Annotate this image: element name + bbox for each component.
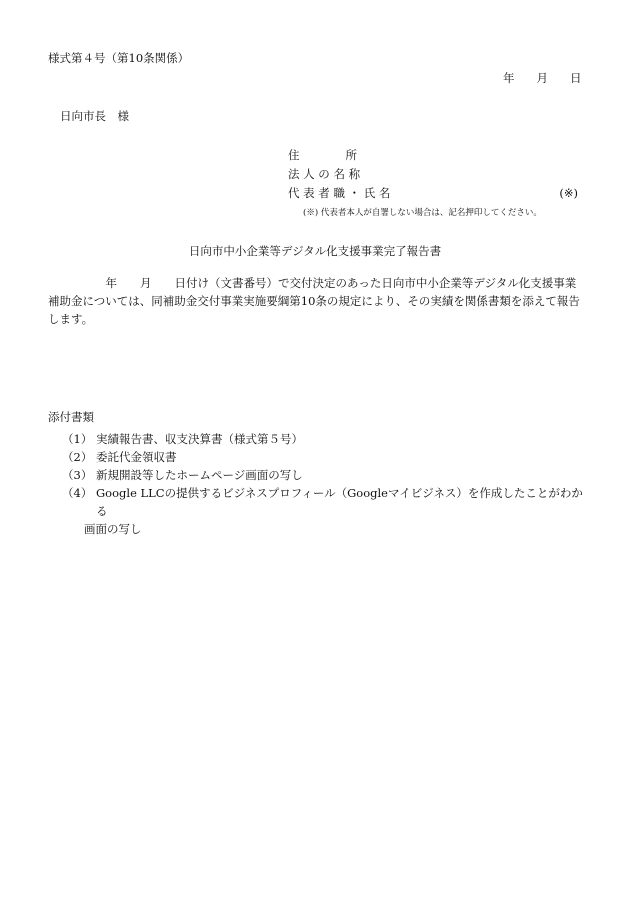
report-body — [48, 274, 588, 328]
body-line-2: 補助金については、同補助金交付事業実施要綱第10条の規定により、その実績を関係書類を添えて報告 — [48, 294, 580, 308]
attachment-continuation: 画面の写し — [84, 522, 142, 536]
date-year: 年 — [503, 71, 515, 85]
date-line — [503, 70, 582, 86]
attachment-item — [62, 484, 592, 520]
attachment-number: （2） — [62, 450, 93, 464]
applicant-block — [288, 146, 584, 203]
attachment-text: 実績報告書、収支決算書（様式第５号） — [96, 432, 303, 446]
attachment-item — [62, 466, 592, 484]
attachments-heading: 添付書類 — [48, 410, 94, 424]
address-label: 住 所 — [288, 148, 357, 162]
addressee: 日向市長 様 — [60, 109, 129, 123]
attachment-item — [62, 430, 592, 448]
seal-mark: (※) — [559, 186, 578, 200]
attachment-number: （4） — [62, 486, 93, 500]
corp-name-label: 法 人 の 名 称 — [288, 167, 361, 181]
attachment-item — [62, 448, 592, 466]
body-line-1: 年 月 日付け（文書番号）で交付決定のあった日向市中小企業等デジタル化支援事業 — [48, 276, 577, 290]
corp-name-row — [288, 165, 584, 184]
attachments-list — [62, 430, 592, 538]
representative-row — [288, 184, 584, 203]
signature-note: (※) 代表者本人が自署しない場合は、記名押印してください。 — [303, 208, 542, 218]
body-line-3: します。 — [48, 312, 94, 326]
attachment-number: （1） — [62, 432, 93, 446]
attachment-text: Google LLCの提供するビジネスプロフィール（Googleマイビジネス）を作成したことがわかる — [96, 486, 583, 518]
address-row — [288, 146, 584, 165]
document-title: 日向市中小企業等デジタル化支援事業完了報告書 — [188, 244, 442, 258]
form-label: 様式第４号（第10条関係） — [48, 51, 190, 65]
attachment-number: （3） — [62, 468, 93, 482]
attachment-text: 委託代金領収書 — [96, 450, 177, 464]
date-month: 月 — [536, 71, 548, 85]
attachment-text: 新規開設等したホームページ画面の写し — [96, 468, 303, 482]
representative-label: 代 表 者 職 ・ 氏 名 — [288, 186, 391, 200]
date-day: 日 — [570, 71, 582, 85]
